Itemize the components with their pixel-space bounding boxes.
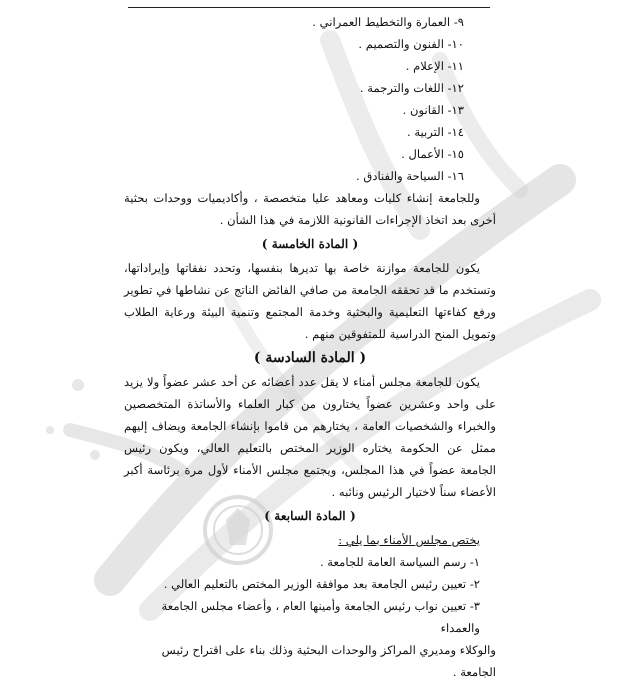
list-item: ١٦- السياحة والفنادق . — [355, 169, 464, 183]
article-7-item: ٢- تعيين رئيس الجامعة بعد موافقة الوزير المختص بالتعليم العالي . — [163, 577, 480, 591]
article-6-heading: ( المادة السادسة ) — [253, 350, 367, 366]
article-7-heading: ( المادة السابعة ) — [264, 509, 356, 523]
article-7-item: ٣- تعيين نواب رئيس الجامعة وأمينها العام ، وأعضاء مجلس الجامعة والعمداء — [161, 599, 480, 635]
list-item: ١٥- الأعمال . — [401, 147, 464, 161]
article-7-item: ١- رسم السياسة العامة للجامعة . — [319, 555, 480, 569]
document-body — [124, 11, 496, 683]
article-7-intro: يختص مجلس الأمناء بما يلي : — [338, 533, 480, 547]
list-item: ١٠- الفنون والتصميم . — [358, 37, 464, 51]
programs-list — [124, 11, 496, 187]
list-item: ٩- العمارة والتخطيط العمراني . — [312, 15, 464, 29]
top-rule — [128, 7, 490, 8]
list-item: ١٣- القانون . — [402, 103, 464, 117]
paragraph-institutes-line2: أخرى بعد اتخاذ الإجراءات القانونية اللازمة في هذا الشأن . — [219, 213, 496, 227]
article-5-text: يكون للجامعة موازنة خاصة بها تديرها بنفسها، وتحدد نفقاتها وإيراداتها، وتستخدم ما قد تحققه الجامعة من صافي الفائض الناتج عن نشاطها في تطوير ورفع كفاءتها التعليمية والبحثية وخدمة المجتمع وتنمية البيئة ورعاية الطلاب وتمويل المنح الدراسية للمتفوقين منهم . — [124, 261, 496, 341]
article-6-text: يكون للجامعة مجلس أمناء لا يقل عدد أعضائه عن أحد عشر عضواً ولا يزيد على واحد وعشرين عضواً يختارون من كبار العلماء والأساتذة المتخصصين والخبراء والشخصيات العامة ، يختارهم من قاموا بإنشاء الجامعة ويضاف إليهم ممثل عن الحكومة يختاره الوزير المختص بالتعليم العالي، ويكون رئيس الجامعة عضواً في هذا المجلس، ويجتمع مجلس الأمناء لأول مرة برئاسة أكبر الأعضاء سناً لاختيار الرئيس ونائبه . — [124, 375, 496, 499]
list-item: ١١- الإعلام . — [405, 59, 464, 73]
list-item: ١٢- اللغات والترجمة . — [359, 81, 464, 95]
list-item: ١٤- التربية . — [406, 125, 464, 139]
paragraph-institutes-line1: وللجامعة إنشاء كليات ومعاهد عليا متخصصة ، وأكاديميات ووحدات بحثية — [124, 191, 480, 205]
article-5-heading: ( المادة الخامسة ) — [261, 237, 359, 251]
article-7-item-continuation: والوكلاء ومديري المراكز والوحدات البحثية وذلك بناء على اقتراح رئيس الجامعة . — [161, 643, 496, 679]
